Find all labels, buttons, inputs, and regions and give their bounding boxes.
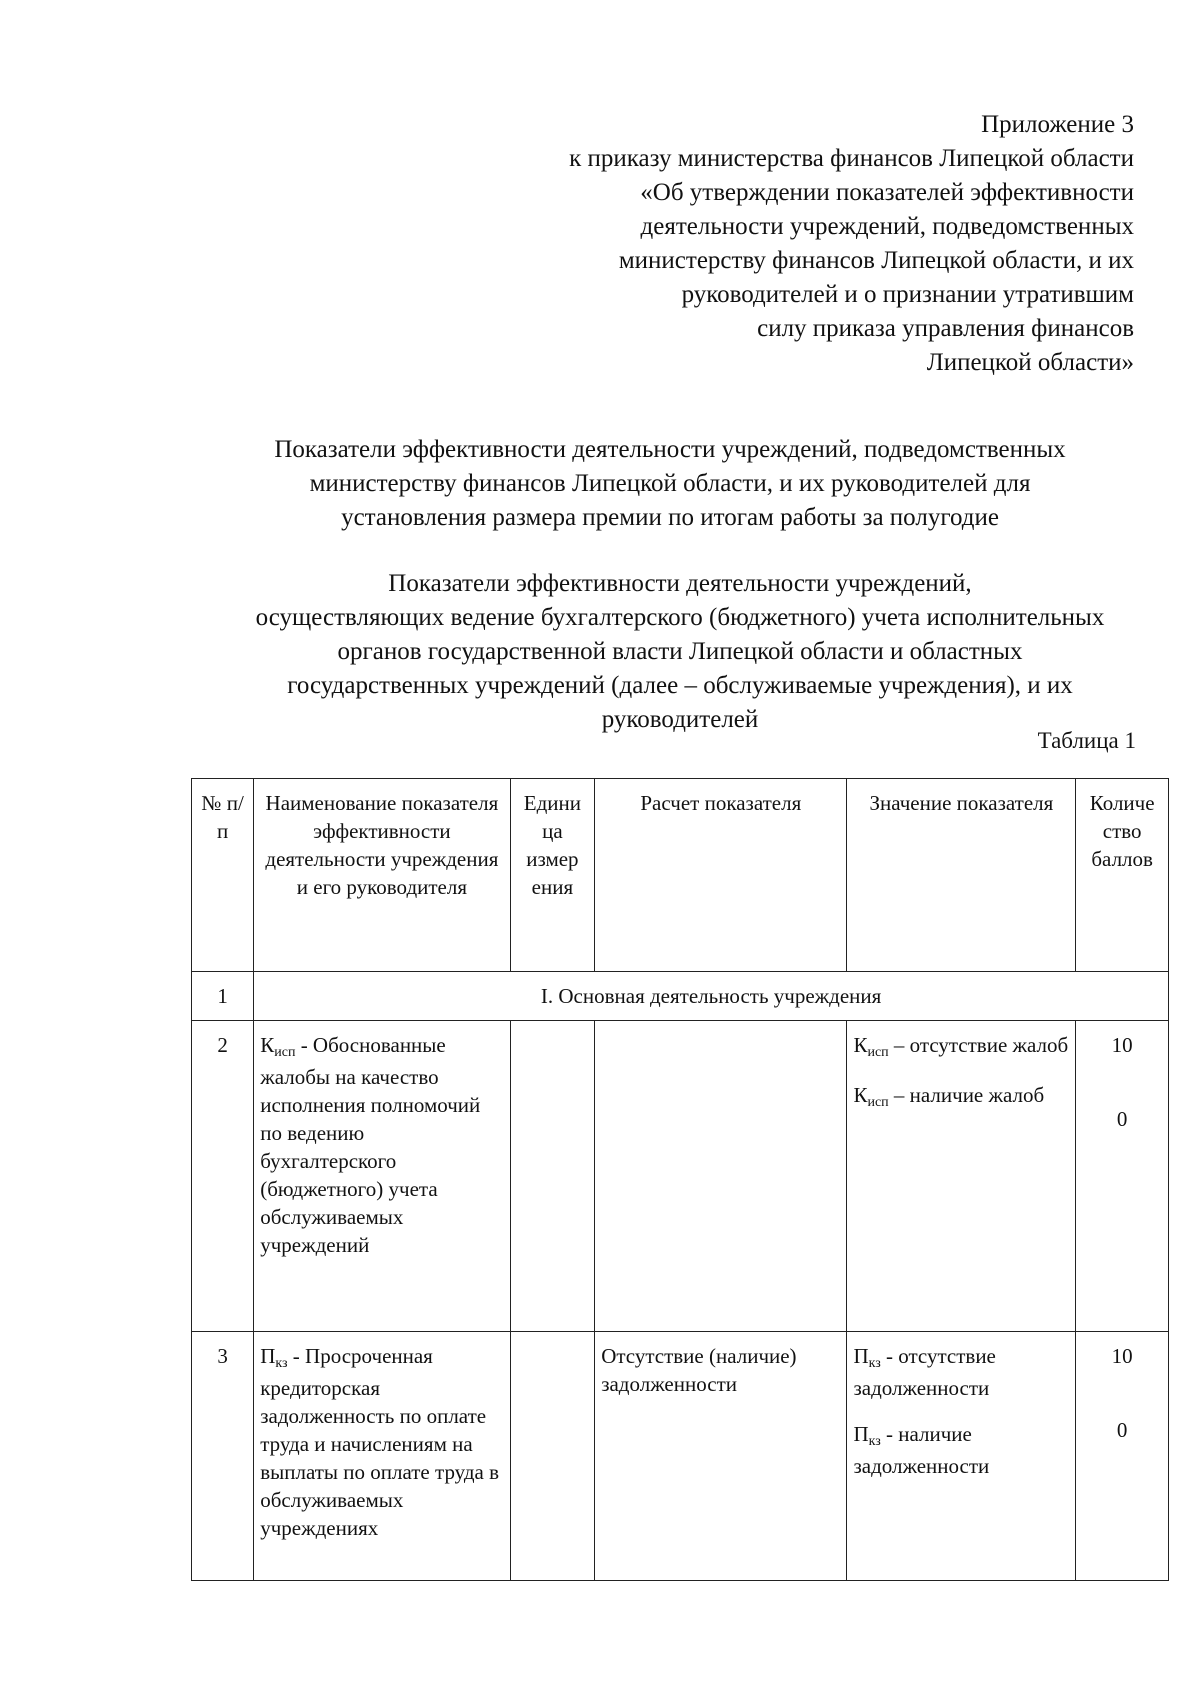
appendix-line: к приказу министерства финансов Липецкой области xyxy=(569,145,1134,172)
table-row xyxy=(192,1021,1169,1332)
header-value: Значение показателя xyxy=(847,779,1076,972)
score-value: 0 xyxy=(1116,1107,1128,1131)
appendix-line: «Об утверждении показателей эффективности xyxy=(640,179,1134,206)
value-subscript: кз xyxy=(868,1356,881,1371)
value-text: – наличие жалоб xyxy=(888,1083,1045,1107)
subtitle-line: Показатели эффективности деятельности учреждений, xyxy=(388,570,972,597)
header-name: Наименование показателя эффективности деятельности учреждения и его руководителя xyxy=(254,779,510,972)
appendix-line: министерству финансов Липецкой области, и их xyxy=(618,247,1134,274)
row-unit xyxy=(510,1332,595,1581)
score-value: 10 xyxy=(1111,1033,1133,1057)
section-row xyxy=(192,972,1169,1021)
row-num: 3 xyxy=(192,1332,254,1581)
value-text: – отсутствие жалоб xyxy=(888,1033,1069,1057)
row-name xyxy=(254,1332,510,1581)
indicator-symbol: П xyxy=(260,1344,276,1368)
value-item xyxy=(853,1342,1069,1402)
row-unit xyxy=(510,1021,595,1332)
appendix-line: руководителей и о признании утратившим xyxy=(681,281,1134,308)
section-num: 1 xyxy=(192,972,254,1021)
title-line: установления размера премии по итогам работы за полугодие xyxy=(341,504,999,531)
indicator-subscript: исп xyxy=(274,1045,296,1060)
score-value: 0 xyxy=(1116,1418,1128,1442)
header-score: Количе ство баллов xyxy=(1076,779,1169,972)
table-row xyxy=(192,1332,1169,1581)
header-calc: Расчет показателя xyxy=(595,779,847,972)
appendix-line: деятельности учреждений, подведомственных xyxy=(640,213,1134,240)
document-title xyxy=(130,433,1200,535)
indicator-name: - Просроченная кредиторская задолженность по оплате труда и начислениям на выплаты по оплате труда в обслуживаемых учреждениях xyxy=(260,1344,500,1540)
value-text: - отсутствие задолженности xyxy=(853,1344,996,1400)
value-symbol: П xyxy=(853,1422,869,1446)
subtitle-line: осуществляющих ведение бухгалтерского (бюджетного) учета исполнительных xyxy=(255,604,1105,631)
value-item xyxy=(853,1031,1069,1063)
row-values xyxy=(847,1021,1076,1332)
row-calc: Отсутствие (наличие) задолженности xyxy=(595,1332,847,1581)
value-item xyxy=(853,1081,1069,1113)
table-label: Таблица 1 xyxy=(1037,728,1136,753)
subtitle-line: государственных учреждений (далее – обслуживаемые учреждения), и их xyxy=(287,672,1073,699)
table-subtitle xyxy=(170,567,1190,737)
value-subscript: кз xyxy=(868,1434,881,1449)
score-value: 10 xyxy=(1111,1344,1133,1368)
table-header-row xyxy=(192,779,1169,972)
header-unit: Едини ца измер ения xyxy=(510,779,595,972)
value-item xyxy=(853,1420,1069,1480)
value-symbol: П xyxy=(853,1344,869,1368)
row-values xyxy=(847,1332,1076,1581)
row-num: 2 xyxy=(192,1021,254,1332)
row-scores xyxy=(1076,1021,1169,1332)
title-line: Показатели эффективности деятельности учреждений, подведомственных xyxy=(274,436,1066,463)
row-name xyxy=(254,1021,510,1332)
value-subscript: исп xyxy=(867,1095,889,1110)
value-symbol: К xyxy=(853,1083,868,1107)
appendix-line: Липецкой области» xyxy=(926,349,1134,376)
subtitle-line: руководителей xyxy=(601,706,759,733)
header-num: № п/п xyxy=(192,779,254,972)
subtitle-line: органов государственной власти Липецкой области и областных xyxy=(337,638,1023,665)
indicator-subscript: кз xyxy=(275,1356,288,1371)
section-title: I. Основная деятельность учреждения xyxy=(254,972,1169,1021)
value-text: - наличие задолженности xyxy=(853,1422,990,1478)
indicators-table xyxy=(191,778,1169,1581)
appendix-line: Приложение 3 xyxy=(981,111,1134,138)
row-calc xyxy=(595,1021,847,1332)
indicator-name: - Обоснованные жалобы на качество исполнения полномочий по ведению бухгалтерского (бюджетного) учета обслуживаемых учреждений xyxy=(260,1033,481,1257)
title-line: министерству финансов Липецкой области, и их руководителей для xyxy=(309,470,1031,497)
appendix-header xyxy=(434,108,1134,380)
indicator-symbol: К xyxy=(260,1033,275,1057)
value-symbol: К xyxy=(853,1033,868,1057)
value-subscript: исп xyxy=(867,1045,889,1060)
appendix-line: силу приказа управления финансов xyxy=(757,315,1134,342)
row-scores xyxy=(1076,1332,1169,1581)
